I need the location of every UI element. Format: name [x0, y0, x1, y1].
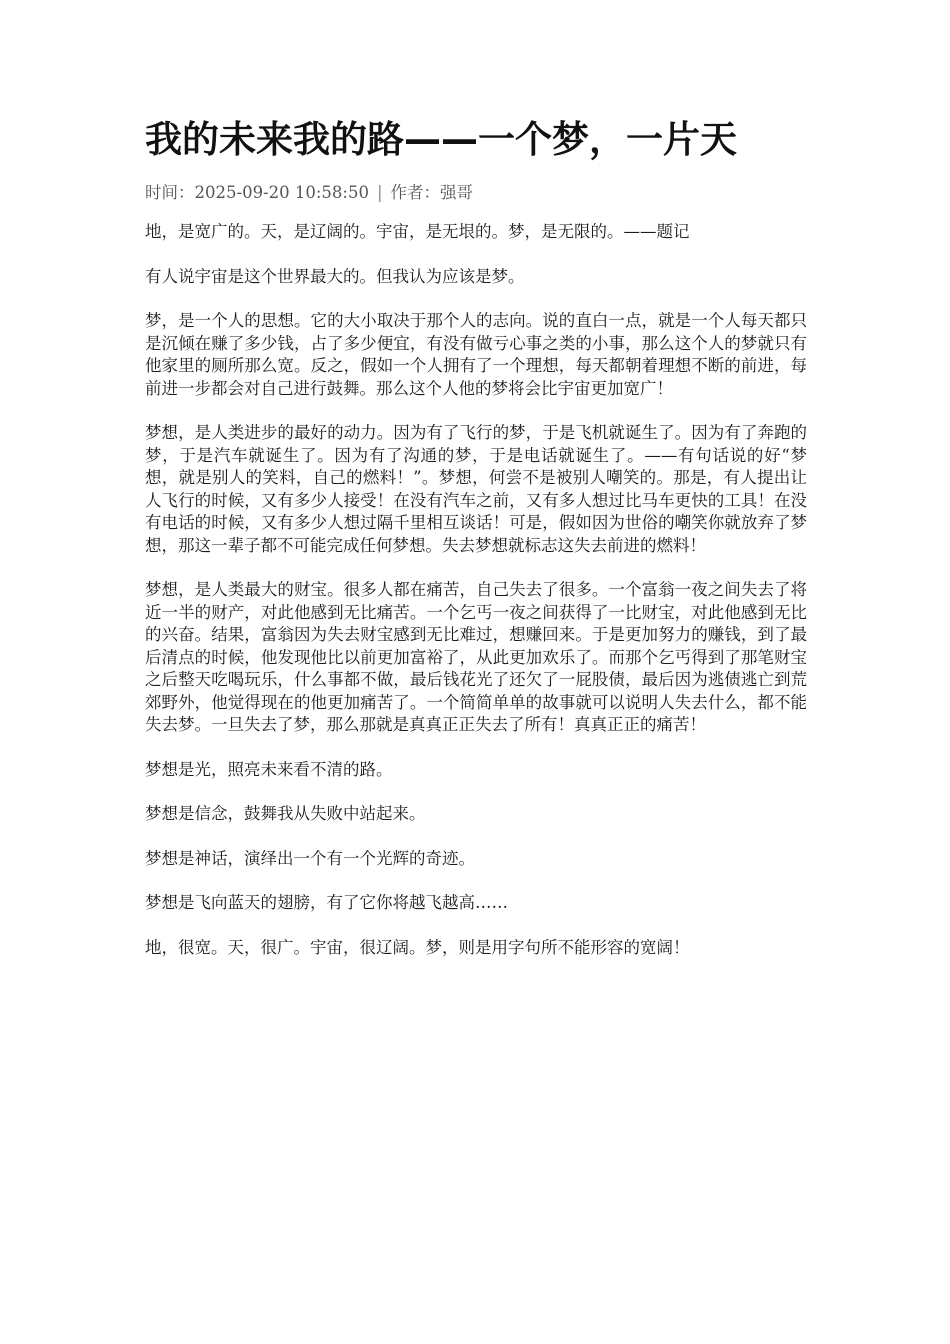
- paragraph: 梦想是飞向蓝天的翅膀，有了它你将越飞越高……: [145, 893, 508, 912]
- paragraph: 地，很宽。天，很广。宇宙，很辽阔。梦，则是用字句所不能形容的宽阔！: [145, 937, 690, 957]
- paragraph: 地，是宽广的。天，是辽阔的。宇宙，是无垠的。梦，是无限的。——题记: [145, 222, 690, 241]
- article: [145, 112, 807, 981]
- paragraph: 梦想是信念，鼓舞我从失败中站起来。: [145, 804, 426, 823]
- paragraph: 梦，是一个人的思想。它的大小取决于那个人的志向。说的直白一点，就是一个人每天都只是沉倾在赚了多少钱，占了多少便宜，有没有做亏心事之类的小事，那么这个人的梦就只有他家里的厕所那么宽。反之，假如一个人拥有了一个理想，每天都朝着理想不断的前进，每前进一步都会对自己进行鼓舞。那么这个人他的梦将会比宇宙更加宽广！: [145, 311, 807, 398]
- paragraph: 梦想是光，照亮未来看不清的路。: [145, 759, 393, 779]
- paragraph: 梦想，是人类最大的财宝。很多人都在痛苦，自己失去了很多。一个富翁一夜之间失去了将近一半的财产，对此他感到无比痛苦。一个乞丐一夜之间获得了一比财宝，对此他感到无比的兴奋。结果，富翁因为失去财宝感到无比难过，想赚回来。于是更加努力的赚钱，到了最后清点的时候，他发现他比以前更加富裕了，从此更加欢乐了。而那个乞丐得到了那笔财宝之后整天吃喝玩乐，什么事都不做，最后钱花光了还欠了一屁股债，最后因为逃债逃亡到荒郊野外，他觉得现在的他更加痛苦了。一个简简单单的故事就可以说明人失去什么，都不能失去梦。一旦失去了梦，那么那就是真真正正失去了所有！真真正正的痛苦！: [145, 580, 807, 734]
- paragraph: 梦想，是人类进步的最好的动力。因为有了飞行的梦，于是飞机就诞生了。因为有了奔跑的梦，于是汽车就诞生了。因为有了沟通的梦，于是电话就诞生了。——有句话说的好“梦想，就是别人的笑料，自己的燃料！”。梦想，何尝不是被别人嘲笑的。那是，有人提出让人飞行的时候，又有多少人接受！在没有汽车之前，又有多人想过比马车更快的工具！在没有电话的时候，又有多少人想过隔千里相互谈话！可是，假如因为世俗的嘲笑你就放弃了梦想，那这一辈子都不可能完成任何梦想。失去梦想就标志这失去前进的燃料！: [145, 423, 807, 555]
- article-title: 我的未来我的路——一个梦，一片天: [145, 118, 737, 161]
- time-value: 2025-09-20 10:58:50: [194, 183, 369, 202]
- meta-separator: |: [376, 183, 383, 202]
- author-value: 强哥: [440, 183, 474, 202]
- article-body: [145, 221, 807, 959]
- time-label: 时间：: [145, 183, 195, 202]
- paragraph: 有人说宇宙是这个世界最大的。但我认为应该是梦。: [145, 266, 525, 286]
- paragraph: 梦想是神话，演绎出一个有一个光辉的奇迹。: [145, 848, 475, 868]
- author-label: 作者：: [390, 183, 441, 202]
- article-meta: [145, 182, 807, 204]
